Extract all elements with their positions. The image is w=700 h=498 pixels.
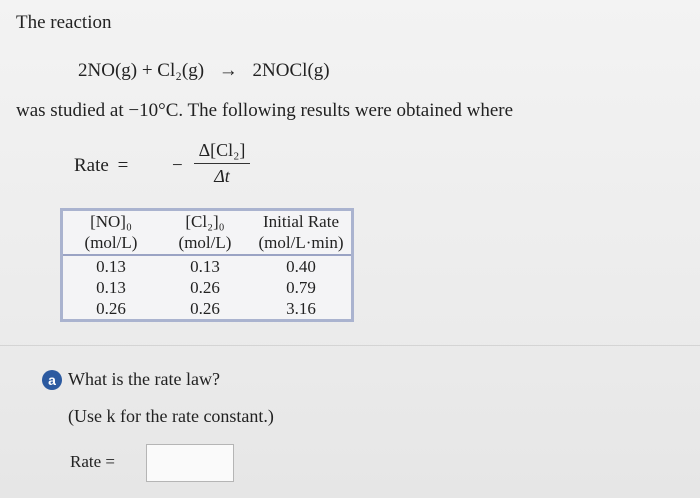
header-initial-rate: Initial Rate [262, 212, 339, 231]
table-cell: 0.26 [96, 299, 126, 318]
header-cl2-units: (mol/L) [159, 232, 251, 255]
header-rate-units: (mol/L·min) [251, 232, 353, 255]
conditions-text: was studied at −10°C. The following results were obtained where [16, 100, 514, 121]
answer-label: Rate = [70, 452, 115, 471]
rate-law-answer-input[interactable] [146, 444, 234, 482]
fraction-denominator: Δt [214, 166, 230, 186]
fraction-numerator: Δ[Cl₂] [198, 140, 246, 160]
part-a-badge: a [42, 370, 62, 390]
header-cl2-conc: [Cl₂]₀ [185, 212, 225, 231]
table-cell: 0.26 [190, 299, 220, 318]
table-row [62, 255, 353, 277]
reaction-reactants: 2NO(g) + Cl₂(g) [78, 60, 205, 81]
rate-definition-minus: − [172, 155, 183, 176]
reaction-arrow-icon: → [218, 60, 238, 81]
part-a-question: What is the rate law? [68, 369, 220, 389]
header-no-units: (mol/L) [62, 232, 160, 255]
intro-text: The reaction [16, 12, 112, 33]
table-cell: 0.13 [190, 257, 220, 276]
table-units-row [62, 232, 353, 255]
table-cell: 0.26 [190, 278, 220, 297]
kinetics-data-table [60, 208, 354, 322]
table-header-row [62, 210, 353, 233]
table-row [62, 298, 353, 321]
rate-definition-label: Rate = [74, 155, 129, 176]
table-cell: 0.13 [96, 257, 126, 276]
rate-definition-fraction [196, 140, 248, 187]
table-cell: 0.13 [96, 278, 126, 297]
reaction-equation [78, 60, 330, 82]
rate-definition [74, 140, 244, 194]
table-cell: 0.79 [286, 278, 316, 297]
table-row [62, 277, 353, 298]
header-no-conc: [NO]₀ [90, 212, 132, 231]
section-divider [0, 345, 700, 346]
table-cell: 0.40 [286, 257, 316, 276]
part-a-hint: (Use k for the rate constant.) [68, 406, 274, 426]
table-cell: 3.16 [286, 299, 316, 318]
reaction-products: 2NOCl(g) [252, 60, 330, 81]
